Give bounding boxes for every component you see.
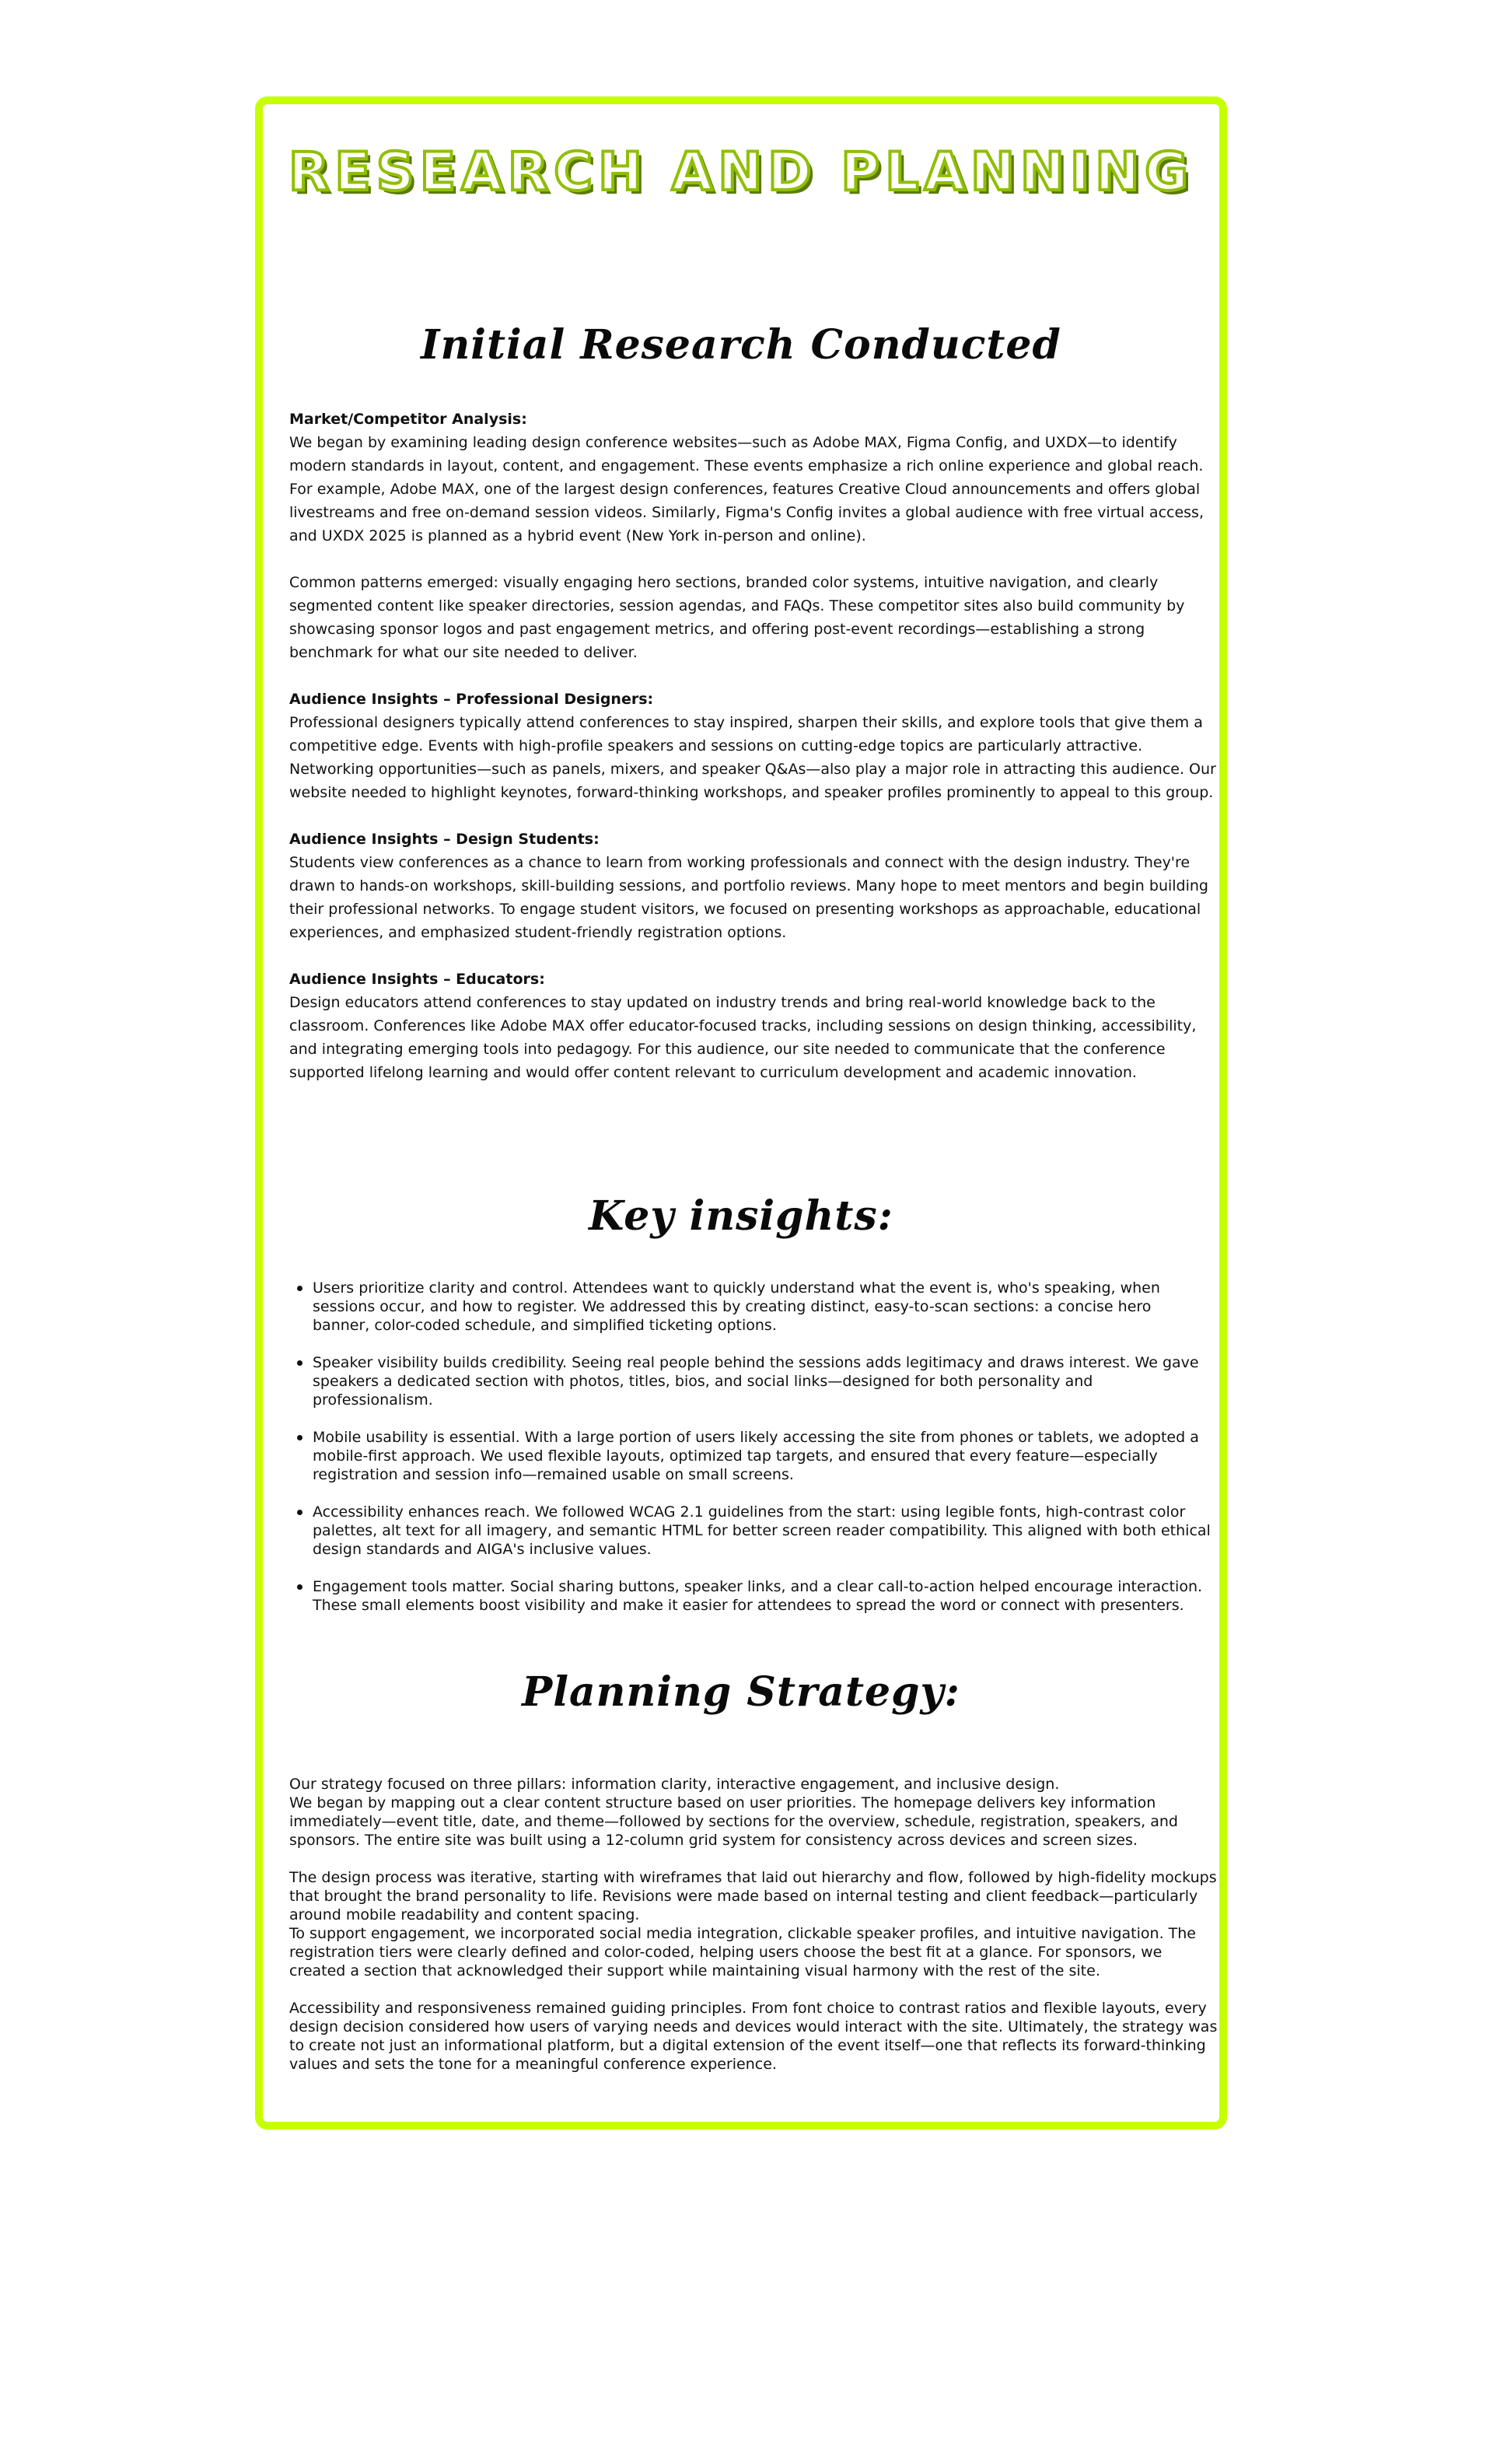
- research-block-title: Audience Insights – Design Students:: [289, 831, 600, 848]
- strategy-heading: Planning Strategy:: [522, 1668, 960, 1716]
- content-card: [255, 96, 1227, 2130]
- research-block-body: Design educators attend conferences to stay updated on industry trends and bring real-world knowledge back to the classroom. Conferences like Adobe MAX offer educator-focused tracks, including sessions on design thinking, accessibility, and integrating emerging tools into pedagogy. For this audience, our site needed to communicate that the conference supported lifelong learning and would offer content relevant to curriculum development and academic innovation.: [289, 994, 1197, 1081]
- research-block-patterns: [289, 571, 1219, 664]
- list-item: Mobile usability is essential. With a large portion of users likely accessing the site from phones or tablets, we adopted a mobile-first approach. We used flexible layouts, optimized tap targets, and ensured that every feature—especially registration and session info—remained usable on small screens.: [313, 1428, 1212, 1484]
- research-block-body: Common patterns emerged: visually engaging hero sections, branded color systems, intuitive navigation, and clearly segmented content like speaker directories, session agendas, and FAQs. These competitor sites also build community by showcasing sponsor logos and past engagement metrics, and offering post-event recordings—establishing a strong benchmark for what our site needed to deliver.: [289, 574, 1185, 661]
- strategy-paragraph: Accessibility and responsiveness remained guiding principles. From font choice to contrast ratios and flexible layouts, every design decision considered how users of varying needs and devices would interact with the site. Ultimately, the strategy was to create not just an informational platform, but a digital extension of the event itself—one that reflects its forward-thinking values and sets the tone for a meaningful conference experience.: [289, 2000, 1218, 2073]
- insights-heading: Key insights:: [589, 1192, 893, 1240]
- research-block-market: [289, 408, 1219, 548]
- research-block-body: Students view conferences as a chance to learn from working professionals and connect with the design industry. They're drawn to hands-on workshops, skill-building sessions, and portfolio reviews. Many hope to meet mentors and begin building their professional networks. To engage student visitors, we focused on presenting workshops as approachable, educational experiences, and emphasized student-friendly registration options.: [289, 854, 1208, 941]
- list-item: Users prioritize clarity and control. Attendees want to quickly understand what the event is, who's speaking, when sessions occur, and how to register. We addressed this by creating distinct, easy-to-scan sections: a concise hero banner, color-coded schedule, and simplified ticketing options.: [313, 1279, 1212, 1335]
- research-heading: Initial Research Conducted: [421, 321, 1061, 369]
- strategy-paragraph: The design process was iterative, starting with wireframes that laid out hierarchy and flow, followed by high-fidelity mockups that brought the brand personality to life. Revisions were made based on internal testing and client feedback—particularly around mobile readability and content spacing. To support engagement, we incorporated social media integration, clickable speaker profiles, and intuitive navigation. The registration tiers were clearly defined and color-coded, helping users choose the best fit at a glance. For sponsors, we created a section that acknowledged their support while maintaining visual harmony with the rest of the site.: [289, 1869, 1217, 1979]
- research-block-body: We began by examining leading design conference websites—such as Adobe MAX, Figma Config, and UXDX—to identify modern standards in layout, content, and engagement. These events emphasize a rich online experience and global reach. For example, Adobe MAX, one of the largest design conferences, features Creative Cloud announcements and offers global livestreams and free on-demand session videos. Similarly, Figma's Config invites a global audience with free virtual access, and UXDX 2025 is planned as a hybrid event (New York in-person and online).: [289, 434, 1204, 544]
- list-item: Speaker visibility builds credibility. Seeing real people behind the sessions adds legitimacy and draws interest. We gave speakers a dedicated section with photos, titles, bios, and social links—designed for both personality and professionalism.: [313, 1353, 1212, 1409]
- list-item: Accessibility enhances reach. We followed WCAG 2.1 guidelines from the start: using legible fonts, high-contrast color palettes, alt text for all imagery, and semantic HTML for better screen reader compatibility. This aligned with both ethical design standards and AIGA's inclusive values.: [313, 1503, 1211, 1558]
- research-block-title: Audience Insights – Professional Designers:: [289, 691, 654, 708]
- research-block-body: Professional designers typically attend conferences to stay inspired, sharpen their skills, and explore tools that give them a competitive edge. Events with high-profile speakers and sessions on cutting-edge topics are particularly attractive. Networking opportunities—such as panels, mixers, and speaker Q&As—also play a major role in attracting this audience. Our website needed to highlight keynotes, forward-thinking workshops, and speaker profiles prominently to appeal to this group.: [289, 714, 1216, 801]
- strategy-paragraph: Our strategy focused on three pillars: information clarity, interactive engagement, and inclusive design. We began by mapping out a clear content structure based on user priorities. The homepage delivers key information immediately—event title, date, and theme—followed by sections for the overview, schedule, registration, speakers, and sponsors. The entire site was built using a 12-column grid system for consistency across devices and screen sizes.: [289, 1776, 1178, 1849]
- research-block-professionals: [289, 688, 1219, 804]
- research-block-title: Audience Insights – Educators:: [289, 971, 545, 988]
- research-block-title: Market/Competitor Analysis:: [289, 411, 527, 428]
- page-title: RESEARCH AND PLANNING: [288, 142, 1194, 203]
- research-block-students: [289, 828, 1219, 944]
- insights-list: [289, 1279, 1212, 1633]
- strategy-section: [289, 1775, 1219, 2092]
- research-section: [289, 408, 1219, 1108]
- research-block-educators: [289, 968, 1219, 1084]
- list-item: Engagement tools matter. Social sharing buttons, speaker links, and a clear call-to-action helped encourage interaction. These small elements boost visibility and make it easier for attendees to spread the word or connect with presenters.: [313, 1577, 1212, 1615]
